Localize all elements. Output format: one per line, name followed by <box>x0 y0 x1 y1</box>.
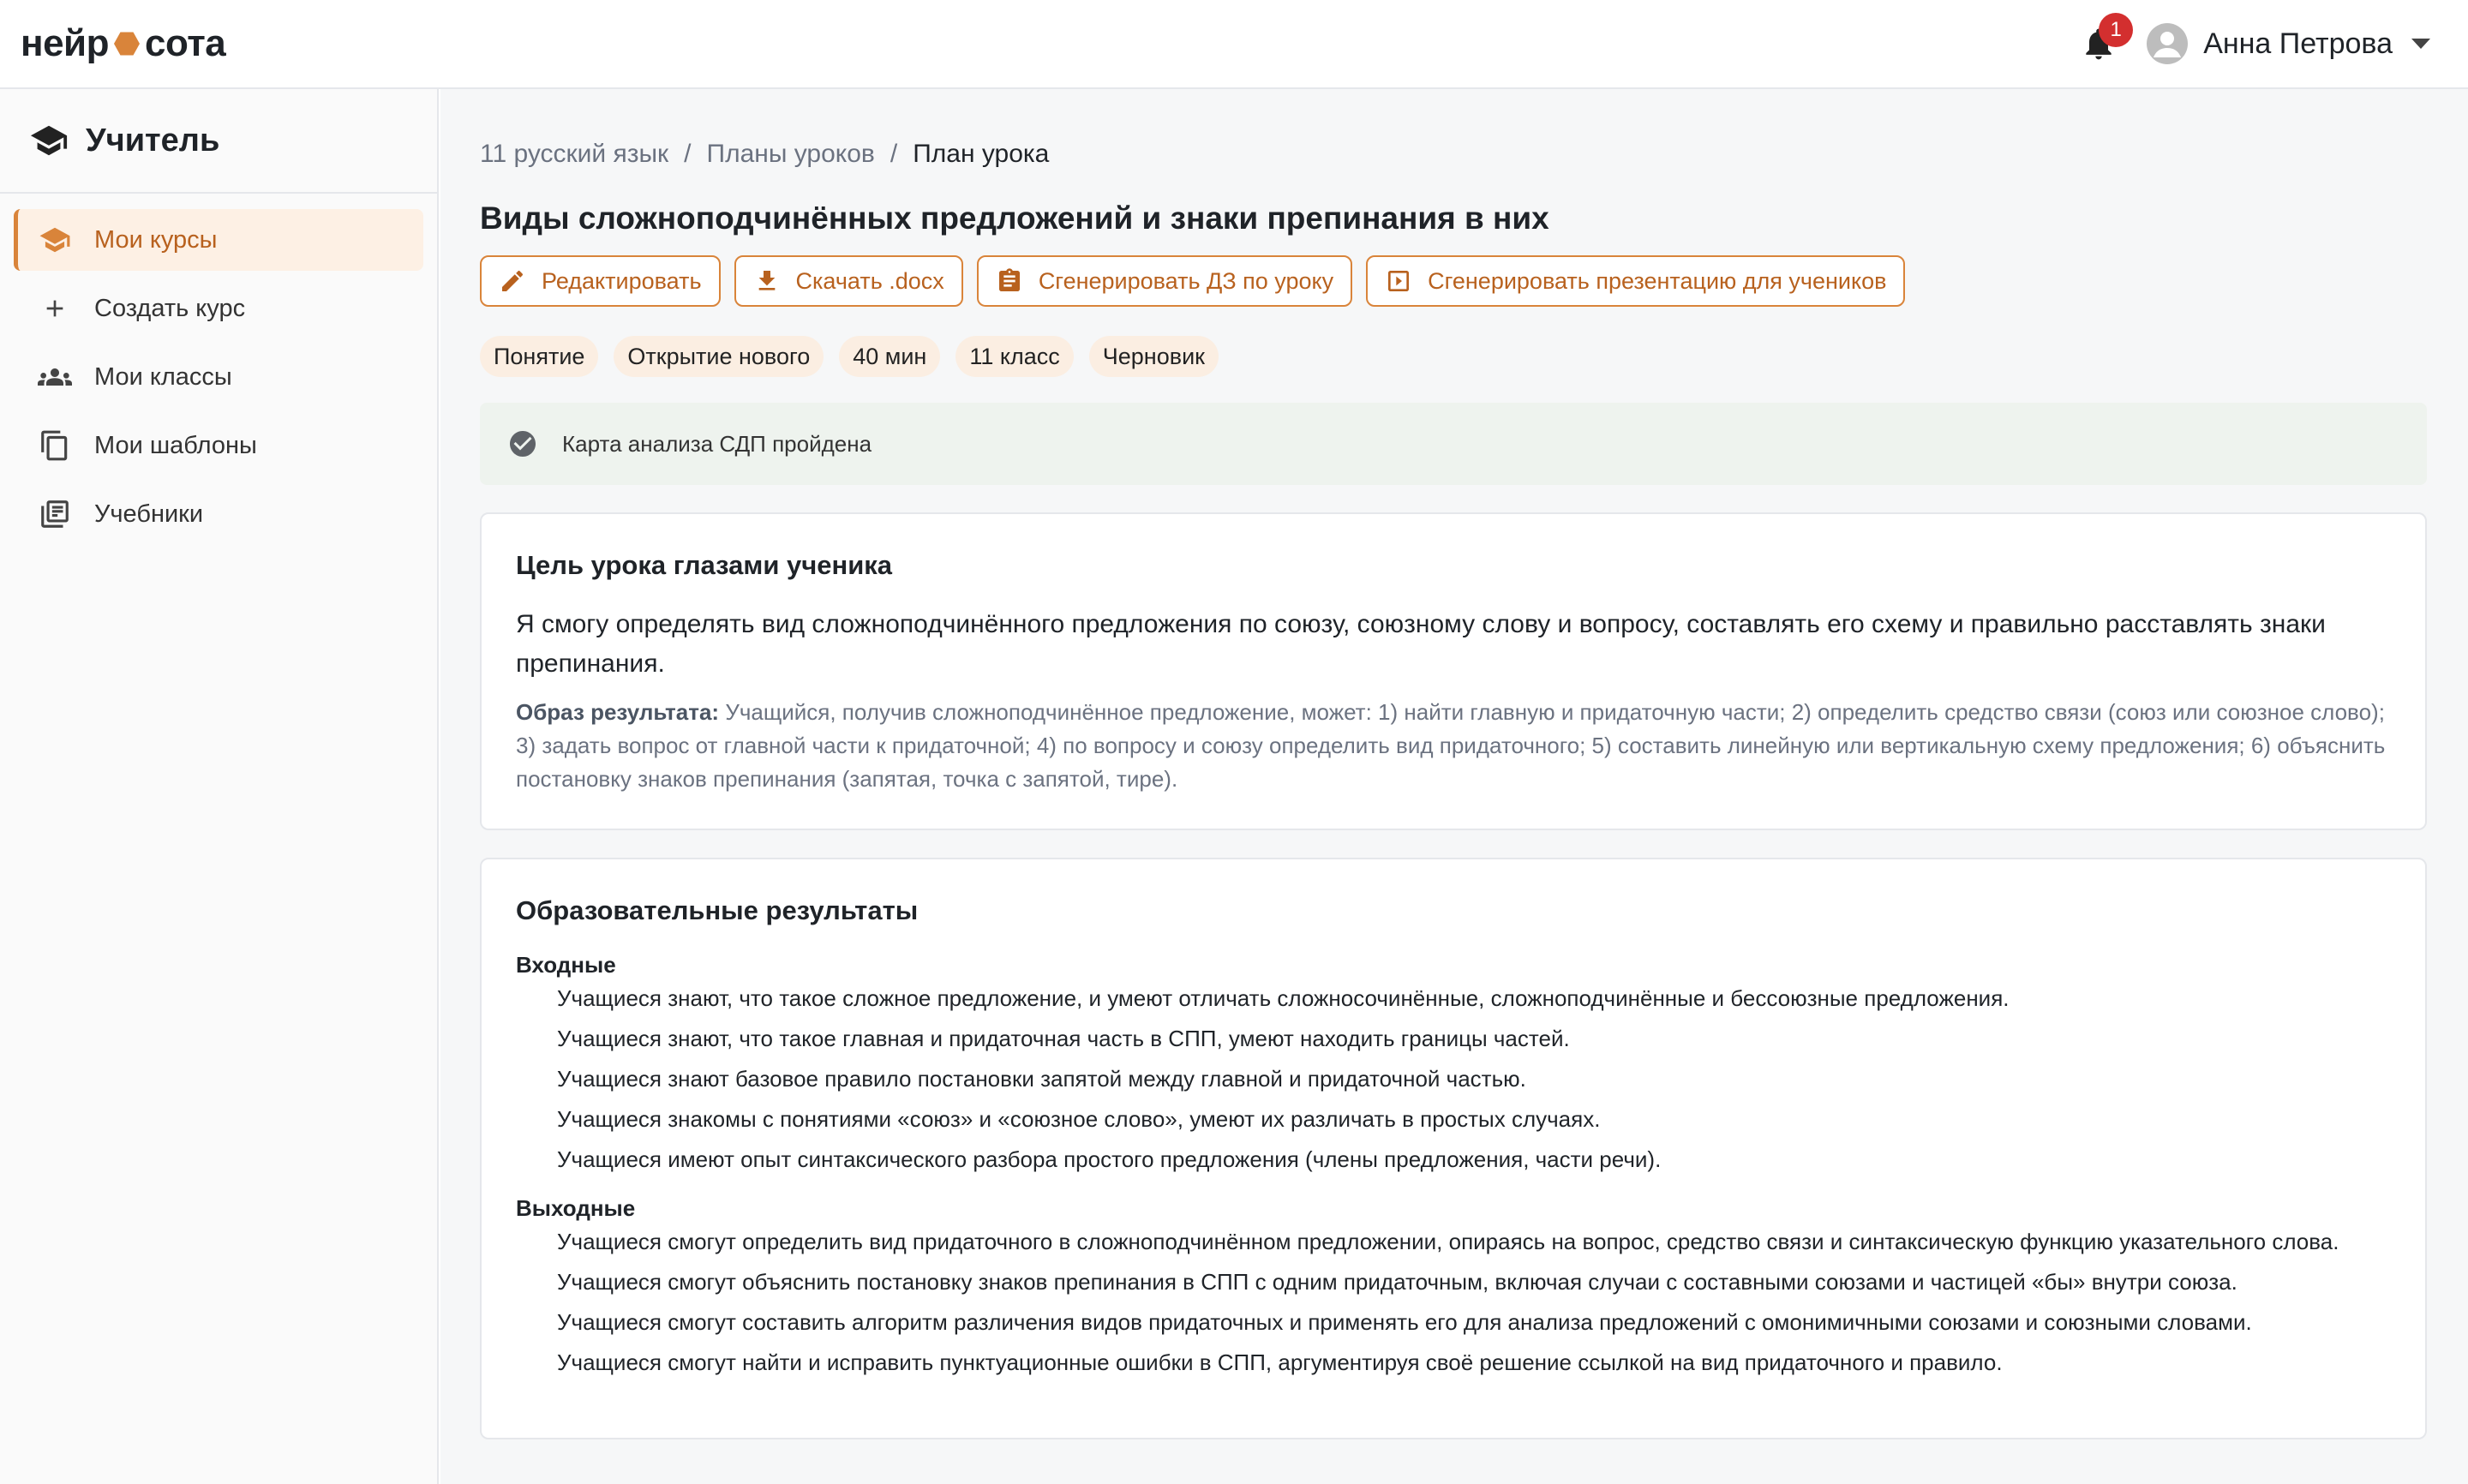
notifications-button[interactable] <box>2075 20 2123 68</box>
breadcrumb-separator: / <box>890 140 898 168</box>
expected-result-label: Образ результата: <box>516 699 720 725</box>
sidebar-item-my-courses[interactable] <box>14 209 423 271</box>
sidebar-item-textbooks[interactable] <box>14 483 423 545</box>
hexagon-logo-icon <box>114 31 140 57</box>
list-item: Учащиеся смогут составить алгоритм различения видов придаточных и применять его для анализа предложений с омонимичными союзами и союзными словами. <box>557 1309 2252 1335</box>
user-menu[interactable] <box>2147 23 2430 64</box>
library-books-icon <box>38 497 72 531</box>
plus-icon <box>38 291 72 326</box>
sidebar-item-create-course[interactable] <box>14 278 423 339</box>
sidebar-title <box>0 89 437 194</box>
pencil-icon <box>499 267 526 295</box>
expected-result-text: Учащийся, получив сложноподчинённое предложение, может: 1) найти главную и придаточную части; 2) определить средство связи (союз или союзное слово); 3) задать вопрос от главной части к придаточной; 4) по вопросу и союзу определить вид придаточного; 5) составить линейную или вертикальную схему предложения; 6) объяснить постановку знаков препинания (запятая, точка с запятой, тире). <box>516 699 2386 792</box>
goal-card-title: Цель урока глазами ученика <box>516 550 893 580</box>
clipboard-icon <box>996 267 1023 295</box>
sidebar <box>0 89 439 1484</box>
logo[interactable] <box>21 22 225 65</box>
breadcrumb-course[interactable]: 11 русский язык <box>480 140 669 168</box>
sidebar-item-label: Мои классы <box>94 362 232 391</box>
page-title: Виды сложноподчинённых предложений и знаки препинания в них <box>480 200 1549 236</box>
sidebar-nav <box>0 194 437 545</box>
download-icon <box>753 267 781 295</box>
sidebar-title-text: Учитель <box>86 122 220 159</box>
group-icon <box>38 360 72 394</box>
graduation-cap-icon <box>29 121 69 160</box>
person-icon <box>2147 23 2188 64</box>
list-item: Учащиеся имеют опыт синтаксического разбора простого предложения (члены предложения, части речи). <box>557 1146 1662 1172</box>
generate-presentation-button[interactable] <box>1366 255 1905 307</box>
main-content <box>440 89 2468 1484</box>
goal-card <box>480 512 2427 830</box>
expected-result <box>516 696 2391 796</box>
edit-button-label: Редактировать <box>542 267 702 294</box>
breadcrumb-current: План урока <box>913 140 1050 168</box>
breadcrumb-separator: / <box>684 140 692 168</box>
tag-chip: Понятие <box>480 336 598 377</box>
sidebar-item-my-classes[interactable] <box>14 346 423 408</box>
slideshow-icon <box>1385 267 1412 295</box>
copy-icon <box>38 428 72 463</box>
download-button-label: Скачать .docx <box>795 267 944 294</box>
sidebar-item-label: Учебники <box>94 500 204 528</box>
generate-presentation-label: Сгенерировать презентацию для учеников <box>1428 267 1887 294</box>
breadcrumb <box>480 134 2427 175</box>
user-name: Анна Петрова <box>2203 27 2393 60</box>
analysis-status-alert <box>480 403 2427 485</box>
tag-chip: 11 класс <box>955 336 1073 377</box>
sidebar-item-label: Создать курс <box>94 294 246 322</box>
top-header <box>0 0 2468 89</box>
sidebar-item-my-templates[interactable] <box>14 415 423 476</box>
list-item: Учащиеся смогут найти и исправить пунктуационные ошибки в СПП, аргументируя своё решение ссылкой на вид придаточного и правило. <box>557 1349 2003 1375</box>
list-item: Учащиеся смогут объяснить постановку знаков препинания в СПП с одним придаточным, включая случаи с составными союзами и частицей «бы» внутри союза. <box>557 1269 2237 1295</box>
check-circle-icon <box>507 428 538 459</box>
generate-homework-label: Сгенерировать ДЗ по уроку <box>1038 267 1334 294</box>
list-item: Учащиеся смогут определить вид придаточного в сложноподчинённом предложении, опираясь на вопрос, средство связи и синтаксическую функцию указательного слова. <box>557 1229 2339 1254</box>
caret-down-icon <box>2411 39 2430 49</box>
edit-button[interactable] <box>480 255 721 307</box>
lesson-tags <box>480 336 2427 377</box>
breadcrumb-lesson-plans[interactable]: Планы уроков <box>706 140 875 168</box>
avatar <box>2147 23 2188 64</box>
generate-homework-button[interactable] <box>977 255 1352 307</box>
tag-chip: Открытие нового <box>614 336 824 377</box>
logo-text-right: сота <box>144 22 226 64</box>
output-results-list <box>516 1225 2391 1379</box>
results-card <box>480 858 2427 1439</box>
header-actions <box>2075 20 2430 68</box>
list-item: Учащиеся знакомы с понятиями «союз» и «союзное слово», умеют их различать в простых случаях. <box>557 1106 1601 1132</box>
logo-text-left: нейр <box>21 22 109 64</box>
action-toolbar <box>480 255 2427 307</box>
list-item: Учащиеся знают, что такое сложное предложение, и умеют отличать сложносочинённые, сложноподчинённые и бессоюзные предложения. <box>557 985 2010 1011</box>
alert-text: Карта анализа СДП пройдена <box>562 430 872 457</box>
input-results-title: Входные <box>516 952 616 978</box>
sidebar-item-label: Мои курсы <box>94 225 218 254</box>
input-results-list <box>516 982 2391 1176</box>
graduation-cap-icon <box>38 223 72 257</box>
sidebar-item-label: Мои шаблоны <box>94 431 257 459</box>
notification-badge: 1 <box>2099 13 2133 47</box>
goal-text: Я смогу определять вид сложноподчинённого предложения по союзу, союзному слову и вопросу, составлять его схему и правильно расставлять знаки препинания. <box>516 610 2326 678</box>
results-card-title: Образовательные результаты <box>516 895 919 925</box>
download-docx-button[interactable] <box>734 255 963 307</box>
output-results-title: Выходные <box>516 1195 636 1221</box>
list-item: Учащиеся знают, что такое главная и придаточная часть в СПП, умеют находить границы частей. <box>557 1026 1570 1051</box>
tag-chip: Черновик <box>1089 336 1219 377</box>
tag-chip: 40 мин <box>839 336 940 377</box>
list-item: Учащиеся знают базовое правило постановки запятой между главной и придаточной частью. <box>557 1066 1526 1092</box>
